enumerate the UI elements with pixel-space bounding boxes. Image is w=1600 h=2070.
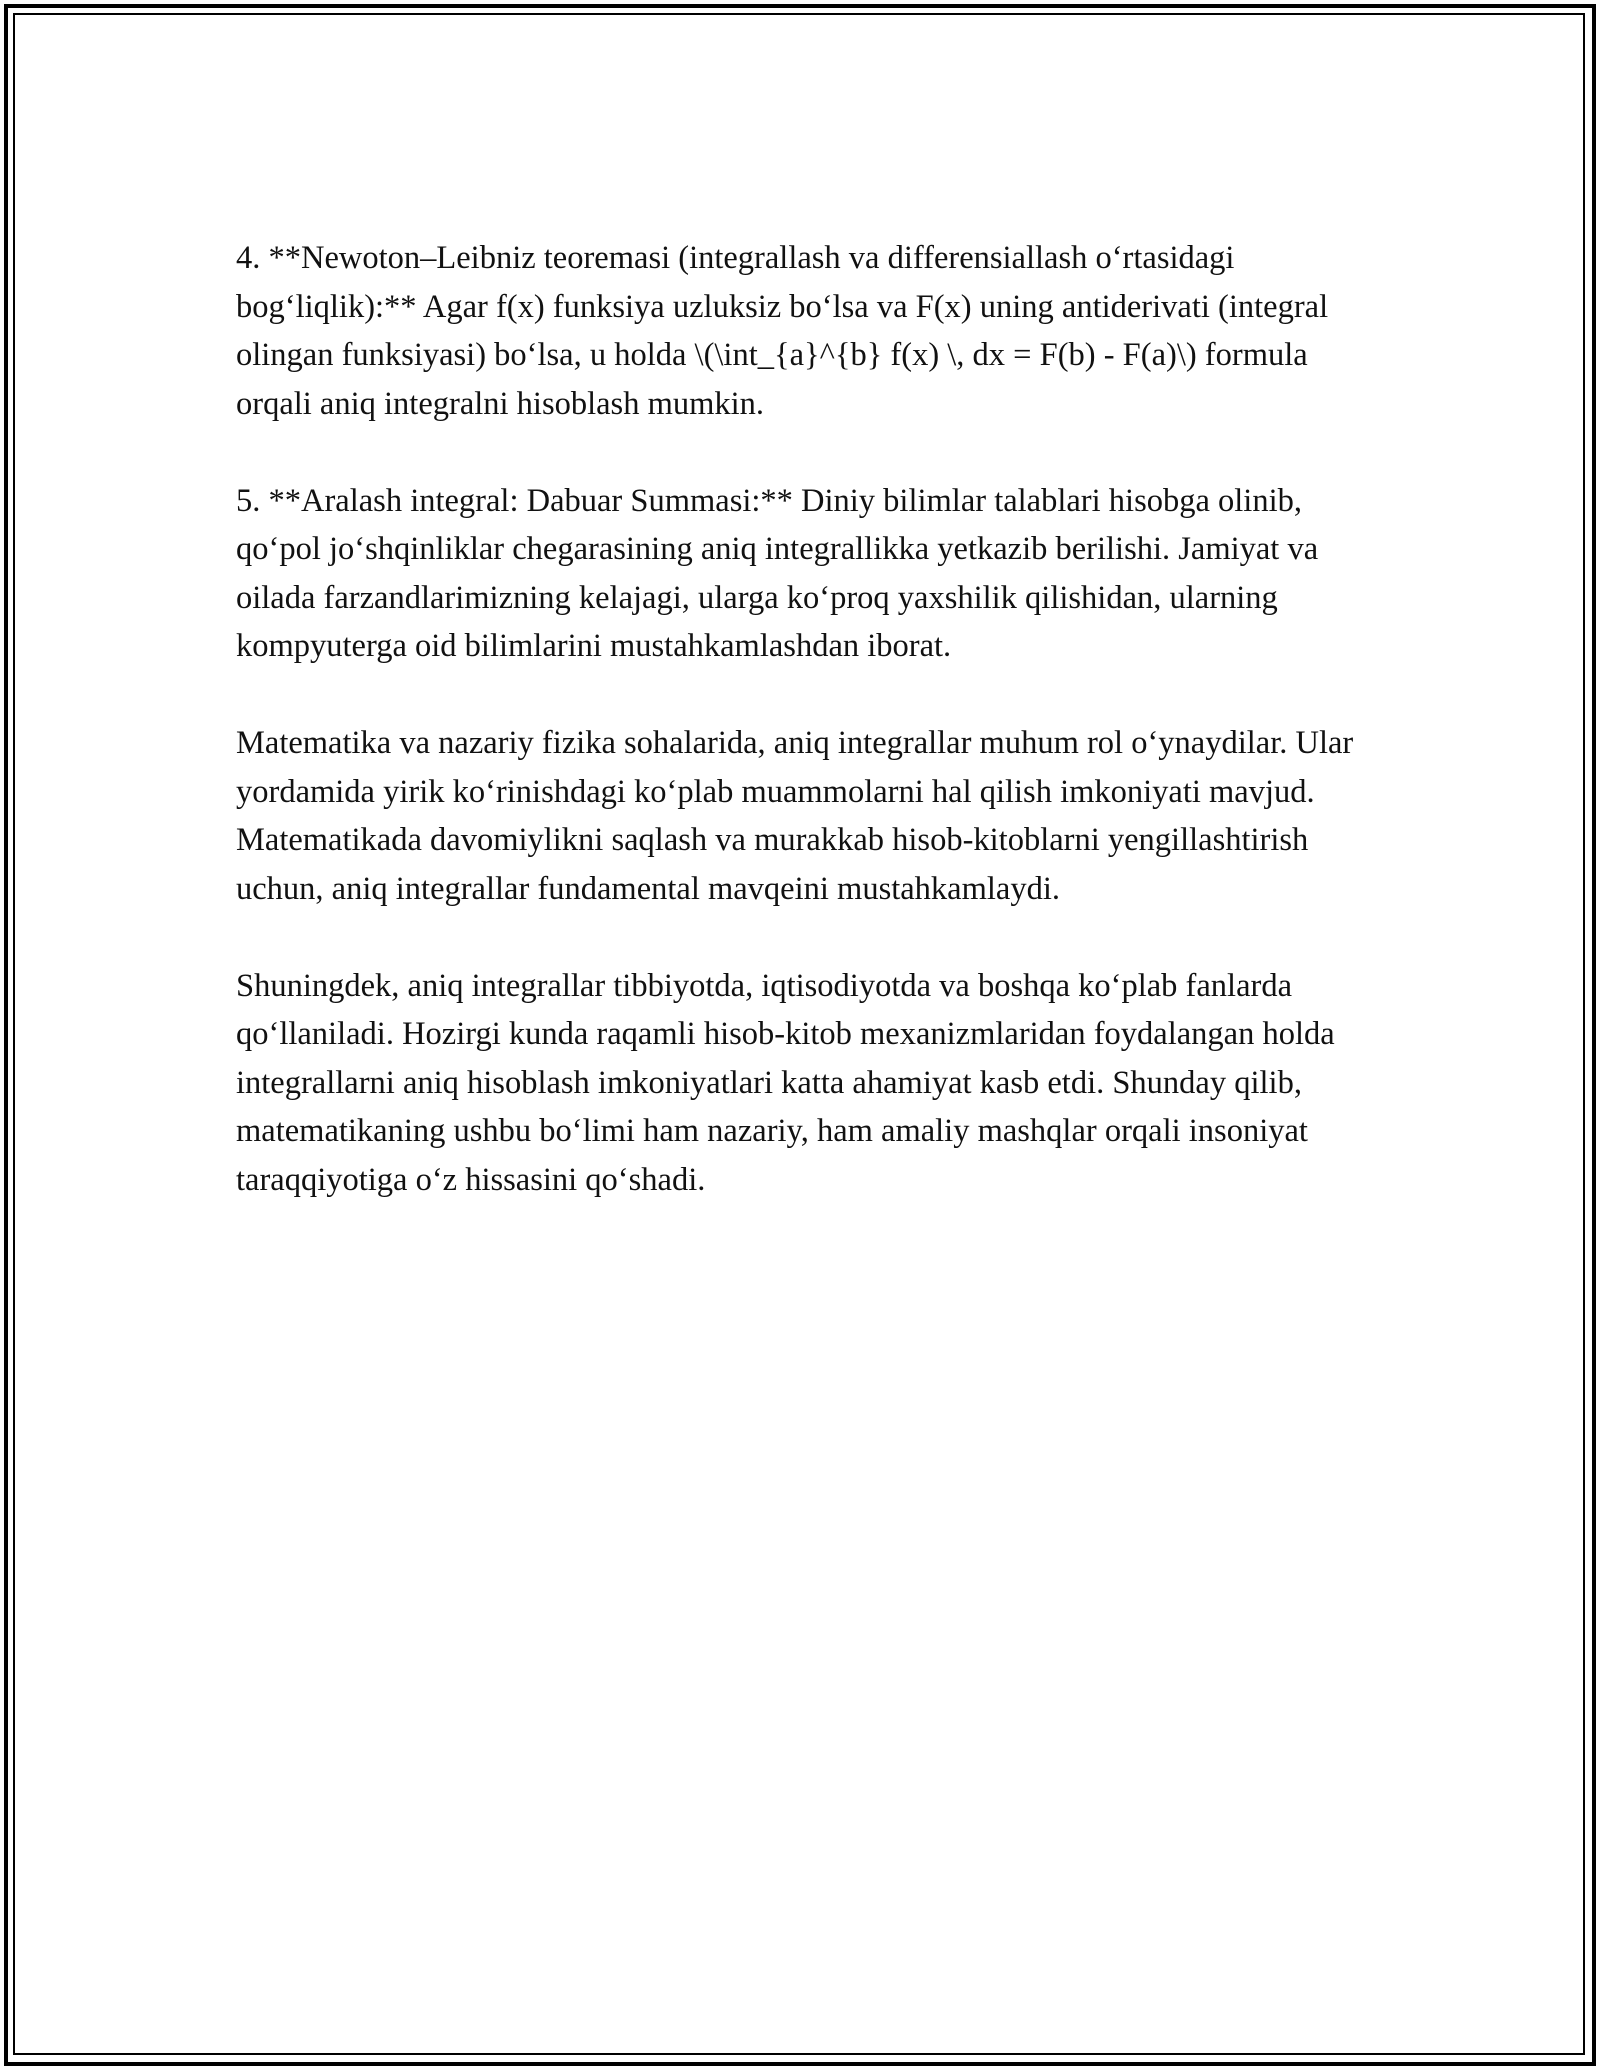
document-body bbox=[236, 234, 1376, 1253]
paragraph-matematika: Matematika va nazariy fizika sohalarida, aniq integrallar muhum rol o‘ynaydilar. Ular yordamida yirik ko‘rinishdagi ko‘plab muammolarni hal qilish imkoniyati mavjud. Matematikada davomiylikni saqlash va murakkab hisob-kitoblarni yengillashtirish uchun, aniq integrallar fundamental mavqeini mustahkamlaydi. bbox=[236, 725, 1354, 907]
paragraph-aralash-integral: 5. **Aralash integral: Dabuar Summasi:** Diniy bilimlar talablari hisobga olinib, qo‘pol jo‘shqinliklar chegarasining aniq integrallikka yetkazib berilishi. Jamiyat va oilada farzandlarimizning kelajagi, ularga ko‘proq yaxshilik qilishidan, ularning kompyuterga oid bilimlarini mustahkamlashdan iborat. bbox=[236, 482, 1319, 664]
paragraph-shuningdek: Shuningdek, aniq integrallar tibbiyotda, iqtisodiyotda va boshqa ko‘plab fanlarda qo‘llaniladi. Hozirgi kunda raqamli hisob-kitob mexanizmlaridan foydalangan holda integrallarni aniq hisoblash imkoniyatlari katta ahamiyat kasb etdi. Shunday qilib, matematikaning ushbu bo‘limi ham nazariy, ham amaliy mashqlar orqali insoniyat taraqqiyotiga o‘z hissasini qo‘shadi. bbox=[236, 967, 1335, 1198]
paragraph-newton-leibniz: 4. **Newoton–Leibniz teoremasi (integrallash va differensiallash o‘rtasidagi bog‘liqlik):** Agar f(x) funksiya uzluksiz bo‘lsa va F(x) uning antiderivati (integral olingan funksiyasi) bo‘lsa, u holda \(\int_{a}^{b} f(x) \, dx = F(b) - F(a)\) formula orqali aniq integralni hisoblash mumkin. bbox=[236, 240, 1329, 422]
